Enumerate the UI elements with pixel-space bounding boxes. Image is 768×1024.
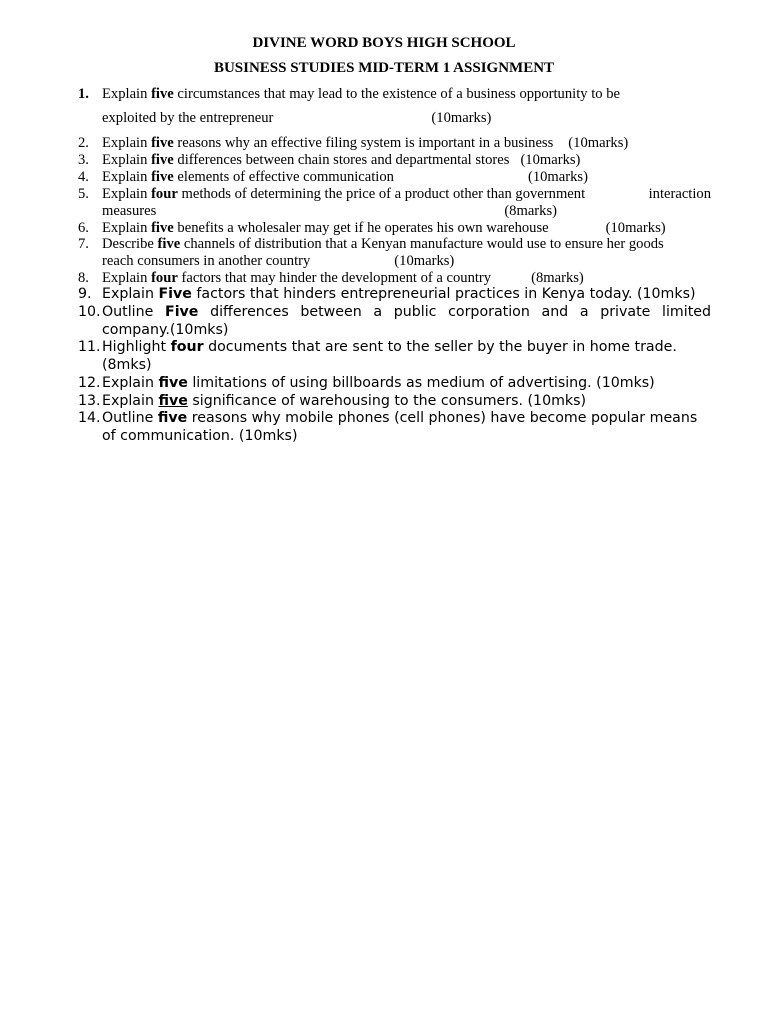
question-item — [78, 410, 711, 445]
question-number: 1. — [78, 86, 89, 102]
question-number: 3. — [78, 152, 89, 168]
question-number: 6. — [78, 220, 89, 236]
marks-label: (10marks) — [527, 169, 588, 185]
question-number: 4. — [78, 169, 89, 185]
school-title: DIVINE WORD BOYS HIGH SCHOOL — [252, 35, 516, 51]
question-text: Highlight four documents that are sent to the seller by the buyer in home trade. (8mks) — [102, 339, 677, 373]
marks-label: (10marks) — [605, 220, 666, 236]
question-item — [78, 339, 711, 374]
question-number: 11. — [78, 339, 101, 355]
question-text: Explain five significance of warehousing to the consumers. (10mks) — [102, 393, 587, 409]
question-text: Explain four methods of determining the price of a product other than government interaction — [102, 186, 711, 202]
question-number: 5. — [78, 186, 89, 202]
question-text: Explain Five factors that hinders entrepreneurial practices in Kenya today. (10mks) — [102, 286, 696, 302]
question-item — [78, 186, 711, 220]
question-number: 7. — [78, 236, 89, 252]
question-item — [78, 286, 711, 304]
question-text: Explain five elements of effective communication (10marks) — [102, 169, 588, 185]
question-number: 8. — [78, 270, 89, 286]
question-text-continuation: measures (8marks) — [102, 203, 557, 219]
question-text: Outline five reasons why mobile phones (cell phones) have become popular means of communication. (10mks) — [102, 410, 698, 444]
marks-label: (10marks) — [520, 152, 581, 168]
question-item — [78, 270, 711, 287]
question-item — [78, 304, 711, 339]
question-text: Explain five circumstances that may lead to the existence of a business opportunity to be — [102, 86, 620, 102]
marks-label: (10marks) — [568, 135, 629, 151]
question-number: 10. — [78, 304, 101, 320]
question-text: Describe five channels of distribution that a Kenyan manufacture would use to ensure her goods — [102, 236, 664, 252]
question-number: 12. — [78, 375, 101, 391]
marks-label: (10marks) — [431, 110, 492, 126]
question-text: Explain five differences between chain stores and departmental stores (10marks) — [102, 152, 581, 168]
marks-label: (10marks) — [394, 253, 455, 269]
assignment-title: BUSINESS STUDIES MID-TERM 1 ASSIGNMENT — [213, 60, 555, 76]
question-number: 9. — [78, 286, 92, 302]
marks-label: (8marks) — [504, 203, 557, 219]
question-item — [78, 86, 711, 127]
question-item — [78, 152, 711, 169]
question-number: 2. — [78, 135, 89, 151]
question-item — [78, 393, 711, 411]
question-item — [78, 375, 711, 393]
question-number: 14. — [78, 410, 101, 426]
question-text: Explain five reasons why an effective filing system is important in a business (10marks) — [102, 135, 629, 151]
question-item — [78, 169, 711, 186]
question-text: Explain five limitations of using billboards as medium of advertising. (10mks) — [102, 375, 655, 391]
question-text: Explain five benefits a wholesaler may get if he operates his own warehouse (10marks) — [102, 220, 666, 236]
question-text: Explain four factors that may hinder the development of a country (8marks) — [102, 270, 584, 286]
question-text-continuation: reach consumers in another country (10marks) — [102, 253, 455, 269]
question-text-continuation: exploited by the entrepreneur (10marks) — [102, 110, 492, 126]
question-item — [78, 236, 711, 270]
question-item — [78, 220, 711, 237]
marks-label: (8marks) — [531, 270, 584, 286]
question-item — [78, 135, 711, 152]
question-number: 13. — [78, 393, 101, 409]
question-text: Outline Five differences between a public corporation and a private limited company.(10mks) — [102, 304, 711, 338]
